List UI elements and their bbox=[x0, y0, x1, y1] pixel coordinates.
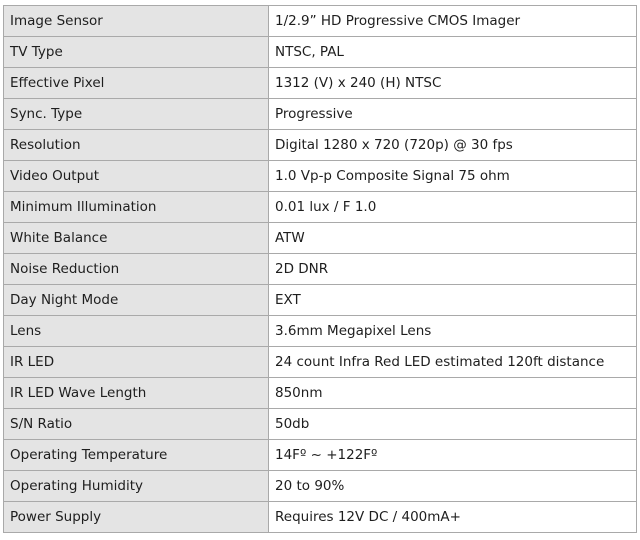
table-row bbox=[4, 37, 637, 68]
spec-label: Effective Pixel bbox=[4, 68, 269, 99]
table-row bbox=[4, 316, 637, 347]
spec-value: NTSC, PAL bbox=[269, 37, 637, 68]
spec-value: ATW bbox=[269, 223, 637, 254]
table-row bbox=[4, 254, 637, 285]
table-row bbox=[4, 440, 637, 471]
spec-value: 20 to 90% bbox=[269, 471, 637, 502]
table-row bbox=[4, 285, 637, 316]
spec-label: Sync. Type bbox=[4, 99, 269, 130]
table-row bbox=[4, 192, 637, 223]
table-row bbox=[4, 223, 637, 254]
table-row bbox=[4, 161, 637, 192]
table-row bbox=[4, 347, 637, 378]
spec-label: IR LED bbox=[4, 347, 269, 378]
table-row bbox=[4, 130, 637, 161]
spec-label: Operating Temperature bbox=[4, 440, 269, 471]
spec-value: 24 count Infra Red LED estimated 120ft distance bbox=[269, 347, 637, 378]
spec-value: 850nm bbox=[269, 378, 637, 409]
spec-value: Digital 1280 x 720 (720p) @ 30 fps bbox=[269, 130, 637, 161]
spec-value: EXT bbox=[269, 285, 637, 316]
spec-value: 1.0 Vp-p Composite Signal 75 ohm bbox=[269, 161, 637, 192]
spec-value: 50db bbox=[269, 409, 637, 440]
spec-label: White Balance bbox=[4, 223, 269, 254]
spec-table bbox=[3, 5, 637, 533]
spec-label: Minimum Illumination bbox=[4, 192, 269, 223]
spec-label: IR LED Wave Length bbox=[4, 378, 269, 409]
spec-label: Day Night Mode bbox=[4, 285, 269, 316]
table-row bbox=[4, 68, 637, 99]
spec-value: 2D DNR bbox=[269, 254, 637, 285]
spec-value: Progressive bbox=[269, 99, 637, 130]
spec-label: Resolution bbox=[4, 130, 269, 161]
spec-value: 0.01 lux / F 1.0 bbox=[269, 192, 637, 223]
spec-label: TV Type bbox=[4, 37, 269, 68]
spec-value: Requires 12V DC / 400mA+ bbox=[269, 502, 637, 533]
spec-label: S/N Ratio bbox=[4, 409, 269, 440]
spec-value: 1/2.9” HD Progressive CMOS Imager bbox=[269, 6, 637, 37]
spec-label: Video Output bbox=[4, 161, 269, 192]
table-row bbox=[4, 502, 637, 533]
spec-label: Lens bbox=[4, 316, 269, 347]
spec-value: 14Fº ~ +122Fº bbox=[269, 440, 637, 471]
table-row bbox=[4, 378, 637, 409]
table-row bbox=[4, 471, 637, 502]
spec-label: Image Sensor bbox=[4, 6, 269, 37]
spec-label: Power Supply bbox=[4, 502, 269, 533]
spec-value: 3.6mm Megapixel Lens bbox=[269, 316, 637, 347]
table-row bbox=[4, 409, 637, 440]
spec-label: Noise Reduction bbox=[4, 254, 269, 285]
table-row bbox=[4, 6, 637, 37]
table-row bbox=[4, 99, 637, 130]
spec-value: 1312 (V) x 240 (H) NTSC bbox=[269, 68, 637, 99]
spec-label: Operating Humidity bbox=[4, 471, 269, 502]
